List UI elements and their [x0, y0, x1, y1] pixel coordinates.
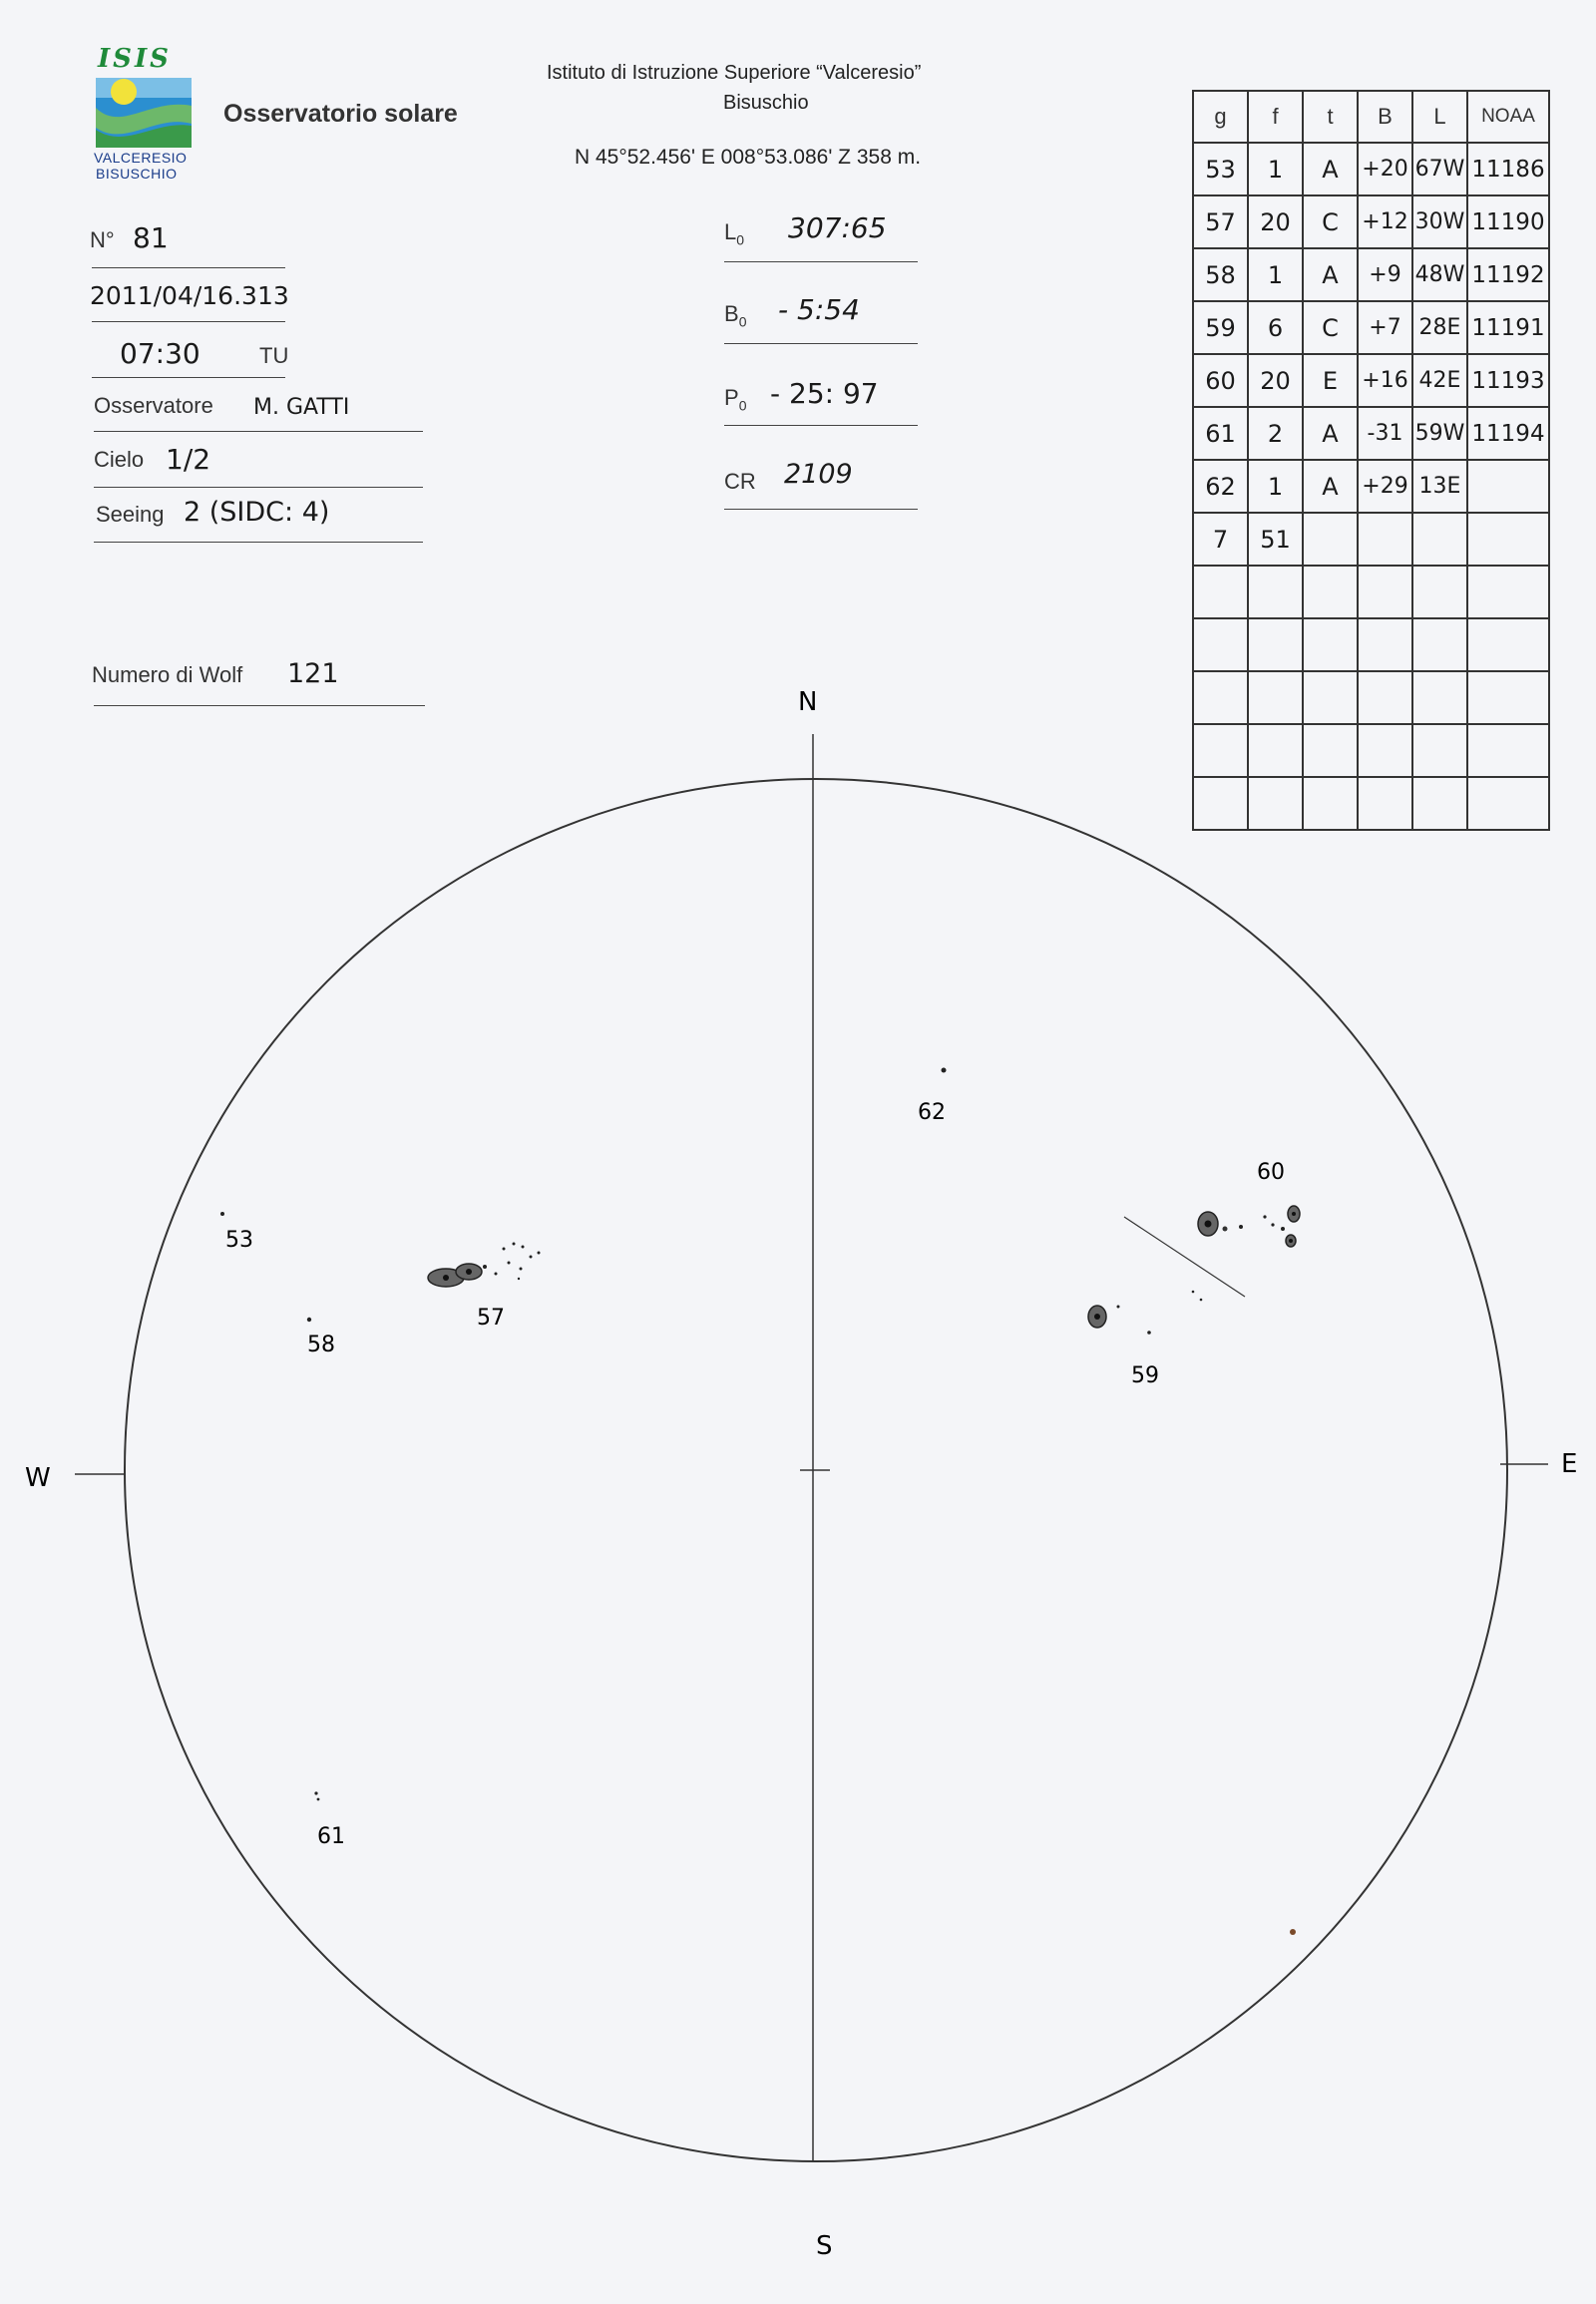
col-header-l: L: [1412, 91, 1467, 143]
col-header-f: f: [1248, 91, 1303, 143]
paper-speck: [1290, 1929, 1296, 1935]
table-cell-noaa: 11193: [1467, 354, 1549, 407]
table-cell-b: +7: [1358, 301, 1412, 354]
north-label: N: [798, 687, 818, 717]
south-label: S: [816, 2231, 833, 2261]
spot-61a: [314, 1791, 317, 1794]
table-cell-l: 28E: [1412, 301, 1467, 354]
l0-value: 307:65: [788, 211, 887, 244]
table-cell-l: 67W: [1412, 143, 1467, 195]
east-label: E: [1561, 1449, 1578, 1479]
table-cell-noaa: 11192: [1467, 248, 1549, 301]
col-header-g: g: [1193, 91, 1248, 143]
table-cell-f: 1: [1248, 460, 1303, 513]
group-label-58: 58: [307, 1333, 335, 1357]
table-cell-g: 61: [1193, 407, 1248, 460]
table-cell-b: +9: [1358, 248, 1412, 301]
table-cell-b: -31: [1358, 407, 1412, 460]
table-cell-l: 13E: [1412, 460, 1467, 513]
table-cell-f: 20: [1248, 354, 1303, 407]
west-label: W: [25, 1463, 51, 1493]
table-cell-noaa: 11194: [1467, 407, 1549, 460]
col-header-noaa: NOAA: [1467, 91, 1549, 143]
table-cell-g: 7: [1193, 513, 1248, 566]
table-cell-b: +20: [1358, 143, 1412, 195]
sky-label: Cielo: [94, 447, 145, 472]
group-label-61: 61: [317, 1824, 345, 1849]
observer-value: M. GATTI: [253, 395, 350, 420]
time-value: 07:30: [120, 337, 200, 370]
school-town: Bisuschio: [723, 92, 809, 114]
spot-group-59: [1088, 1291, 1202, 1335]
p0-label: $P_0$: [724, 385, 747, 414]
time-unit: TU: [259, 343, 289, 368]
p0-value: - 25: 97: [770, 377, 879, 410]
col-header-t: t: [1303, 91, 1358, 143]
sky-value: 1/2: [166, 443, 211, 476]
b0-value: - 5:54: [778, 293, 860, 326]
table-cell-b: +29: [1358, 460, 1412, 513]
number-value: 81: [133, 221, 169, 254]
group-label-53: 53: [225, 1228, 253, 1253]
table-cell-noaa: 11191: [1467, 301, 1549, 354]
wolf-label: Numero di Wolf: [92, 662, 243, 687]
seeing-value: 2 (SIDC: 4): [184, 497, 330, 528]
cr-label: CR: [724, 469, 756, 494]
table-cell-g: 57: [1193, 195, 1248, 248]
spot-group-60: [1198, 1206, 1300, 1247]
observer-label: Osservatore: [94, 393, 213, 418]
table-cell-l: 59W: [1412, 407, 1467, 460]
table-cell-l: 48W: [1412, 248, 1467, 301]
table-cell-g: 58: [1193, 248, 1248, 301]
number-label: N°: [90, 227, 115, 252]
spot-62: [942, 1068, 947, 1073]
logo-subtitle-2: BISUSCHIO: [96, 166, 178, 182]
table-cell-g: 59: [1193, 301, 1248, 354]
table-cell-f: 51: [1248, 513, 1303, 566]
seeing-label: Seeing: [96, 502, 165, 527]
table-cell-f: 1: [1248, 248, 1303, 301]
group-label-62: 62: [918, 1100, 946, 1125]
l0-label: $L_0$: [724, 219, 745, 248]
group-label-60: 60: [1257, 1160, 1285, 1185]
table-cell-b: +16: [1358, 354, 1412, 407]
spot-58: [307, 1318, 311, 1322]
table-cell-t: E: [1303, 354, 1358, 407]
table-cell-l: 30W: [1412, 195, 1467, 248]
table-cell-t: A: [1303, 143, 1358, 195]
wolf-value: 121: [287, 658, 339, 689]
table-cell-t: A: [1303, 407, 1358, 460]
table-cell-noaa: 11186: [1467, 143, 1549, 195]
table-cell-noaa: 11190: [1467, 195, 1549, 248]
date-value: 2011/04/16.313: [90, 281, 289, 310]
table-cell-f: 1: [1248, 143, 1303, 195]
table-cell-t: A: [1303, 248, 1358, 301]
cr-value: 2109: [784, 459, 853, 490]
spot-group-57: [428, 1243, 541, 1288]
spot-61b: [317, 1798, 320, 1801]
group-label-59: 59: [1131, 1363, 1159, 1388]
col-header-b: B: [1358, 91, 1412, 143]
table-cell-g: 60: [1193, 354, 1248, 407]
table-cell-g: 62: [1193, 460, 1248, 513]
group-label-57: 57: [477, 1306, 505, 1331]
table-cell-l: 42E: [1412, 354, 1467, 407]
table-cell-t: C: [1303, 301, 1358, 354]
logo-wordmark: ISIS: [98, 44, 172, 74]
observatory-title: Osservatorio solare: [223, 100, 458, 128]
table-cell-t: A: [1303, 460, 1358, 513]
school-name: Istituto di Istruzione Superiore “Valceresio”: [547, 62, 922, 84]
table-cell-g: 53: [1193, 143, 1248, 195]
observatory-coordinates: N 45°52.456' E 008°53.086' Z 358 m.: [575, 146, 922, 169]
logo-subtitle-1: VALCERESIO: [94, 150, 188, 166]
table-cell-f: 6: [1248, 301, 1303, 354]
table-cell-f: 2: [1248, 407, 1303, 460]
spot-53: [220, 1212, 224, 1216]
table-cell-b: +12: [1358, 195, 1412, 248]
table-cell-f: 20: [1248, 195, 1303, 248]
table-cell-t: C: [1303, 195, 1358, 248]
b0-label: $B_0$: [724, 301, 747, 330]
